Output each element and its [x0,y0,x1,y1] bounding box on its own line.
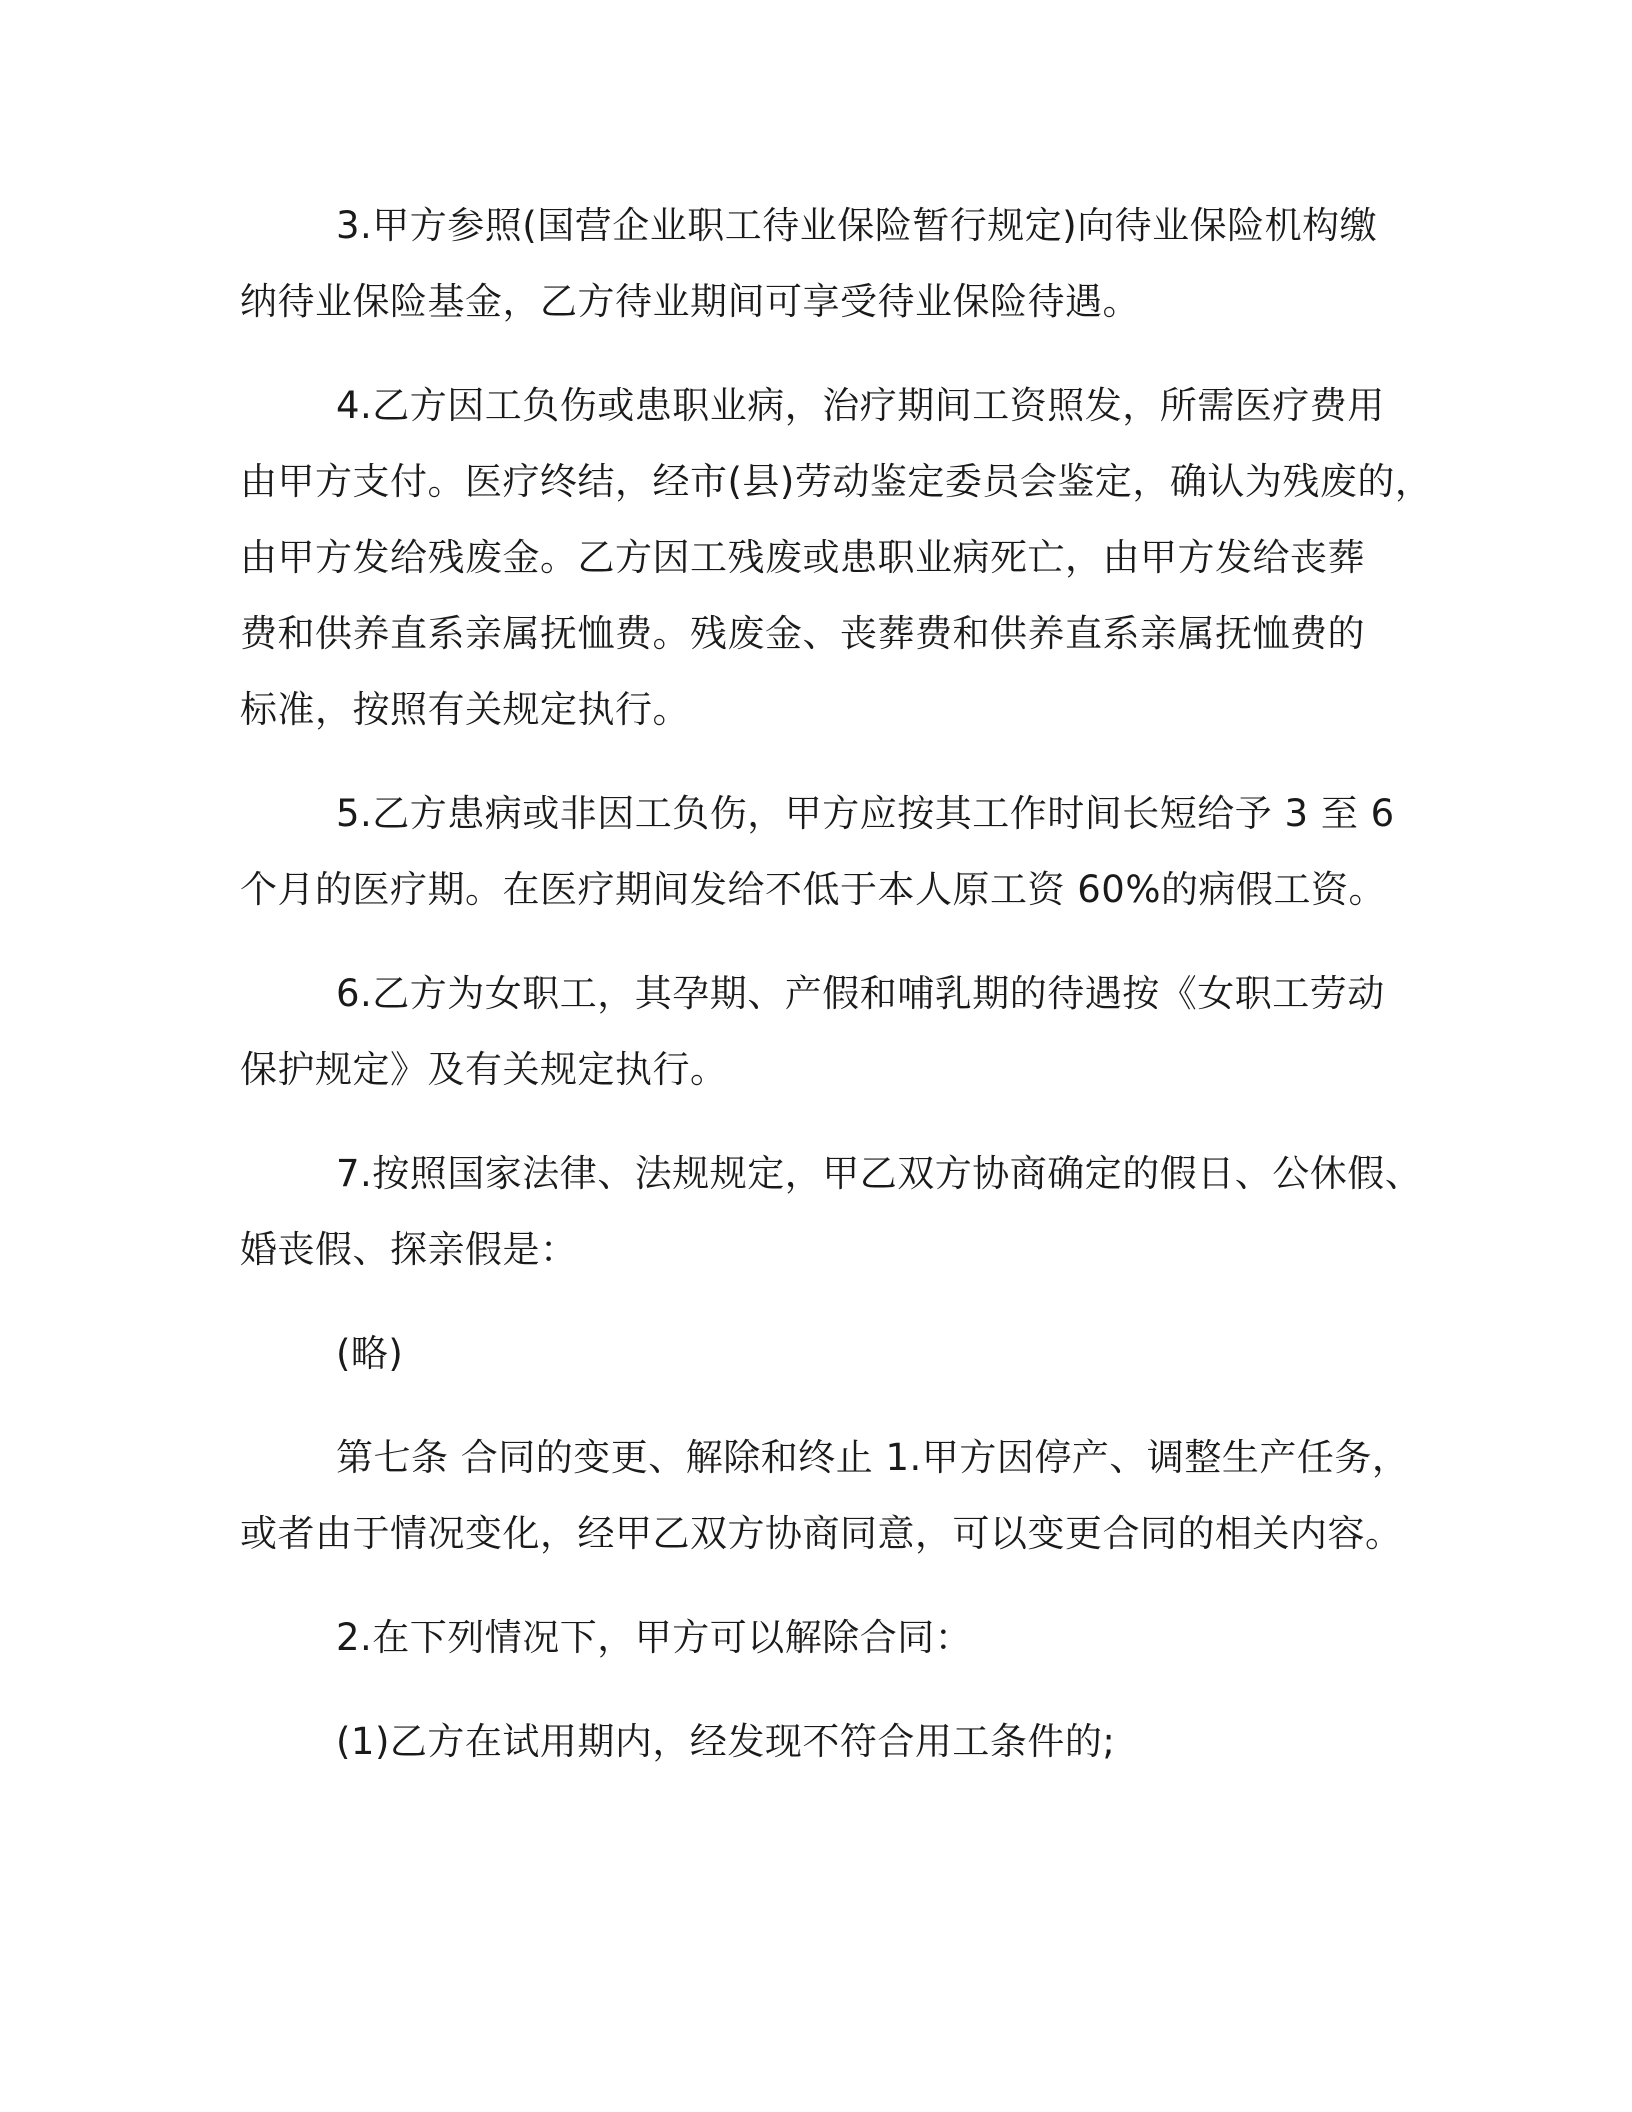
paragraph-line: 费和供养直系亲属抚恤费。残废金、丧葬费和供养直系亲属抚恤费的 [240,612,1365,655]
paragraph-line: 2.在下列情况下，甲方可以解除合同： [336,1616,973,1659]
paragraph-line: 婚丧假、探亲假是： [240,1228,578,1271]
paragraph-item-4 [240,368,1433,748]
paragraph-line: 纳待业保险基金，乙方待业期间可享受待业保险待遇。 [240,280,1140,323]
paragraph-item-5 [240,776,1420,928]
paragraph-line: (1)乙方在试用期内，经发现不符合用工条件的; [336,1720,1116,1763]
paragraph-line: 5.乙方患病或非因工负伤，甲方应按其工作时间长短给予 3 至 6 [336,792,1395,835]
document-body [240,188,1433,1780]
paragraph-line: 4.乙方因工负伤或患职业病，治疗期间工资照发，所需医疗费用 [336,384,1385,427]
paragraph-line: (略) [336,1332,404,1375]
paragraph-line: 由甲方支付。医疗终结，经市(县)劳动鉴定委员会鉴定，确认为残废的， [240,460,1433,503]
paragraph-line: 保护规定》及有关规定执行。 [240,1048,728,1091]
paragraph-item-6 [240,956,1420,1108]
paragraph-condition-1 [240,1704,1420,1780]
paragraph-line: 或者由于情况变化，经甲乙双方协商同意，可以变更合同的相关内容。 [240,1512,1403,1555]
paragraph-line: 3.甲方参照(国营企业职工待业保险暂行规定)向待业保险机构缴 [336,204,1378,247]
paragraph-item-3 [240,188,1420,340]
paragraph-item-7 [240,1136,1423,1288]
paragraph-line: 由甲方发给残废金。乙方因工残废或患职业病死亡，由甲方发给丧葬 [240,536,1365,579]
paragraph-line: 6.乙方为女职工，其孕期、产假和哺乳期的待遇按《女职工劳动 [336,972,1385,1015]
paragraph-line: 第七条 合同的变更、解除和终止 1.甲方因停产、调整生产任务， [336,1436,1410,1479]
paragraph-omitted [240,1316,1420,1392]
paragraph-article-7 [240,1420,1420,1572]
paragraph-line: 个月的医疗期。在医疗期间发给不低于本人原工资 60%的病假工资。 [240,868,1386,911]
paragraph-line: 7.按照国家法律、法规规定，甲乙双方协商确定的假日、公休假、 [336,1152,1423,1195]
paragraph-termination-conditions [240,1600,1420,1676]
paragraph-line: 标准，按照有关规定执行。 [240,688,690,731]
